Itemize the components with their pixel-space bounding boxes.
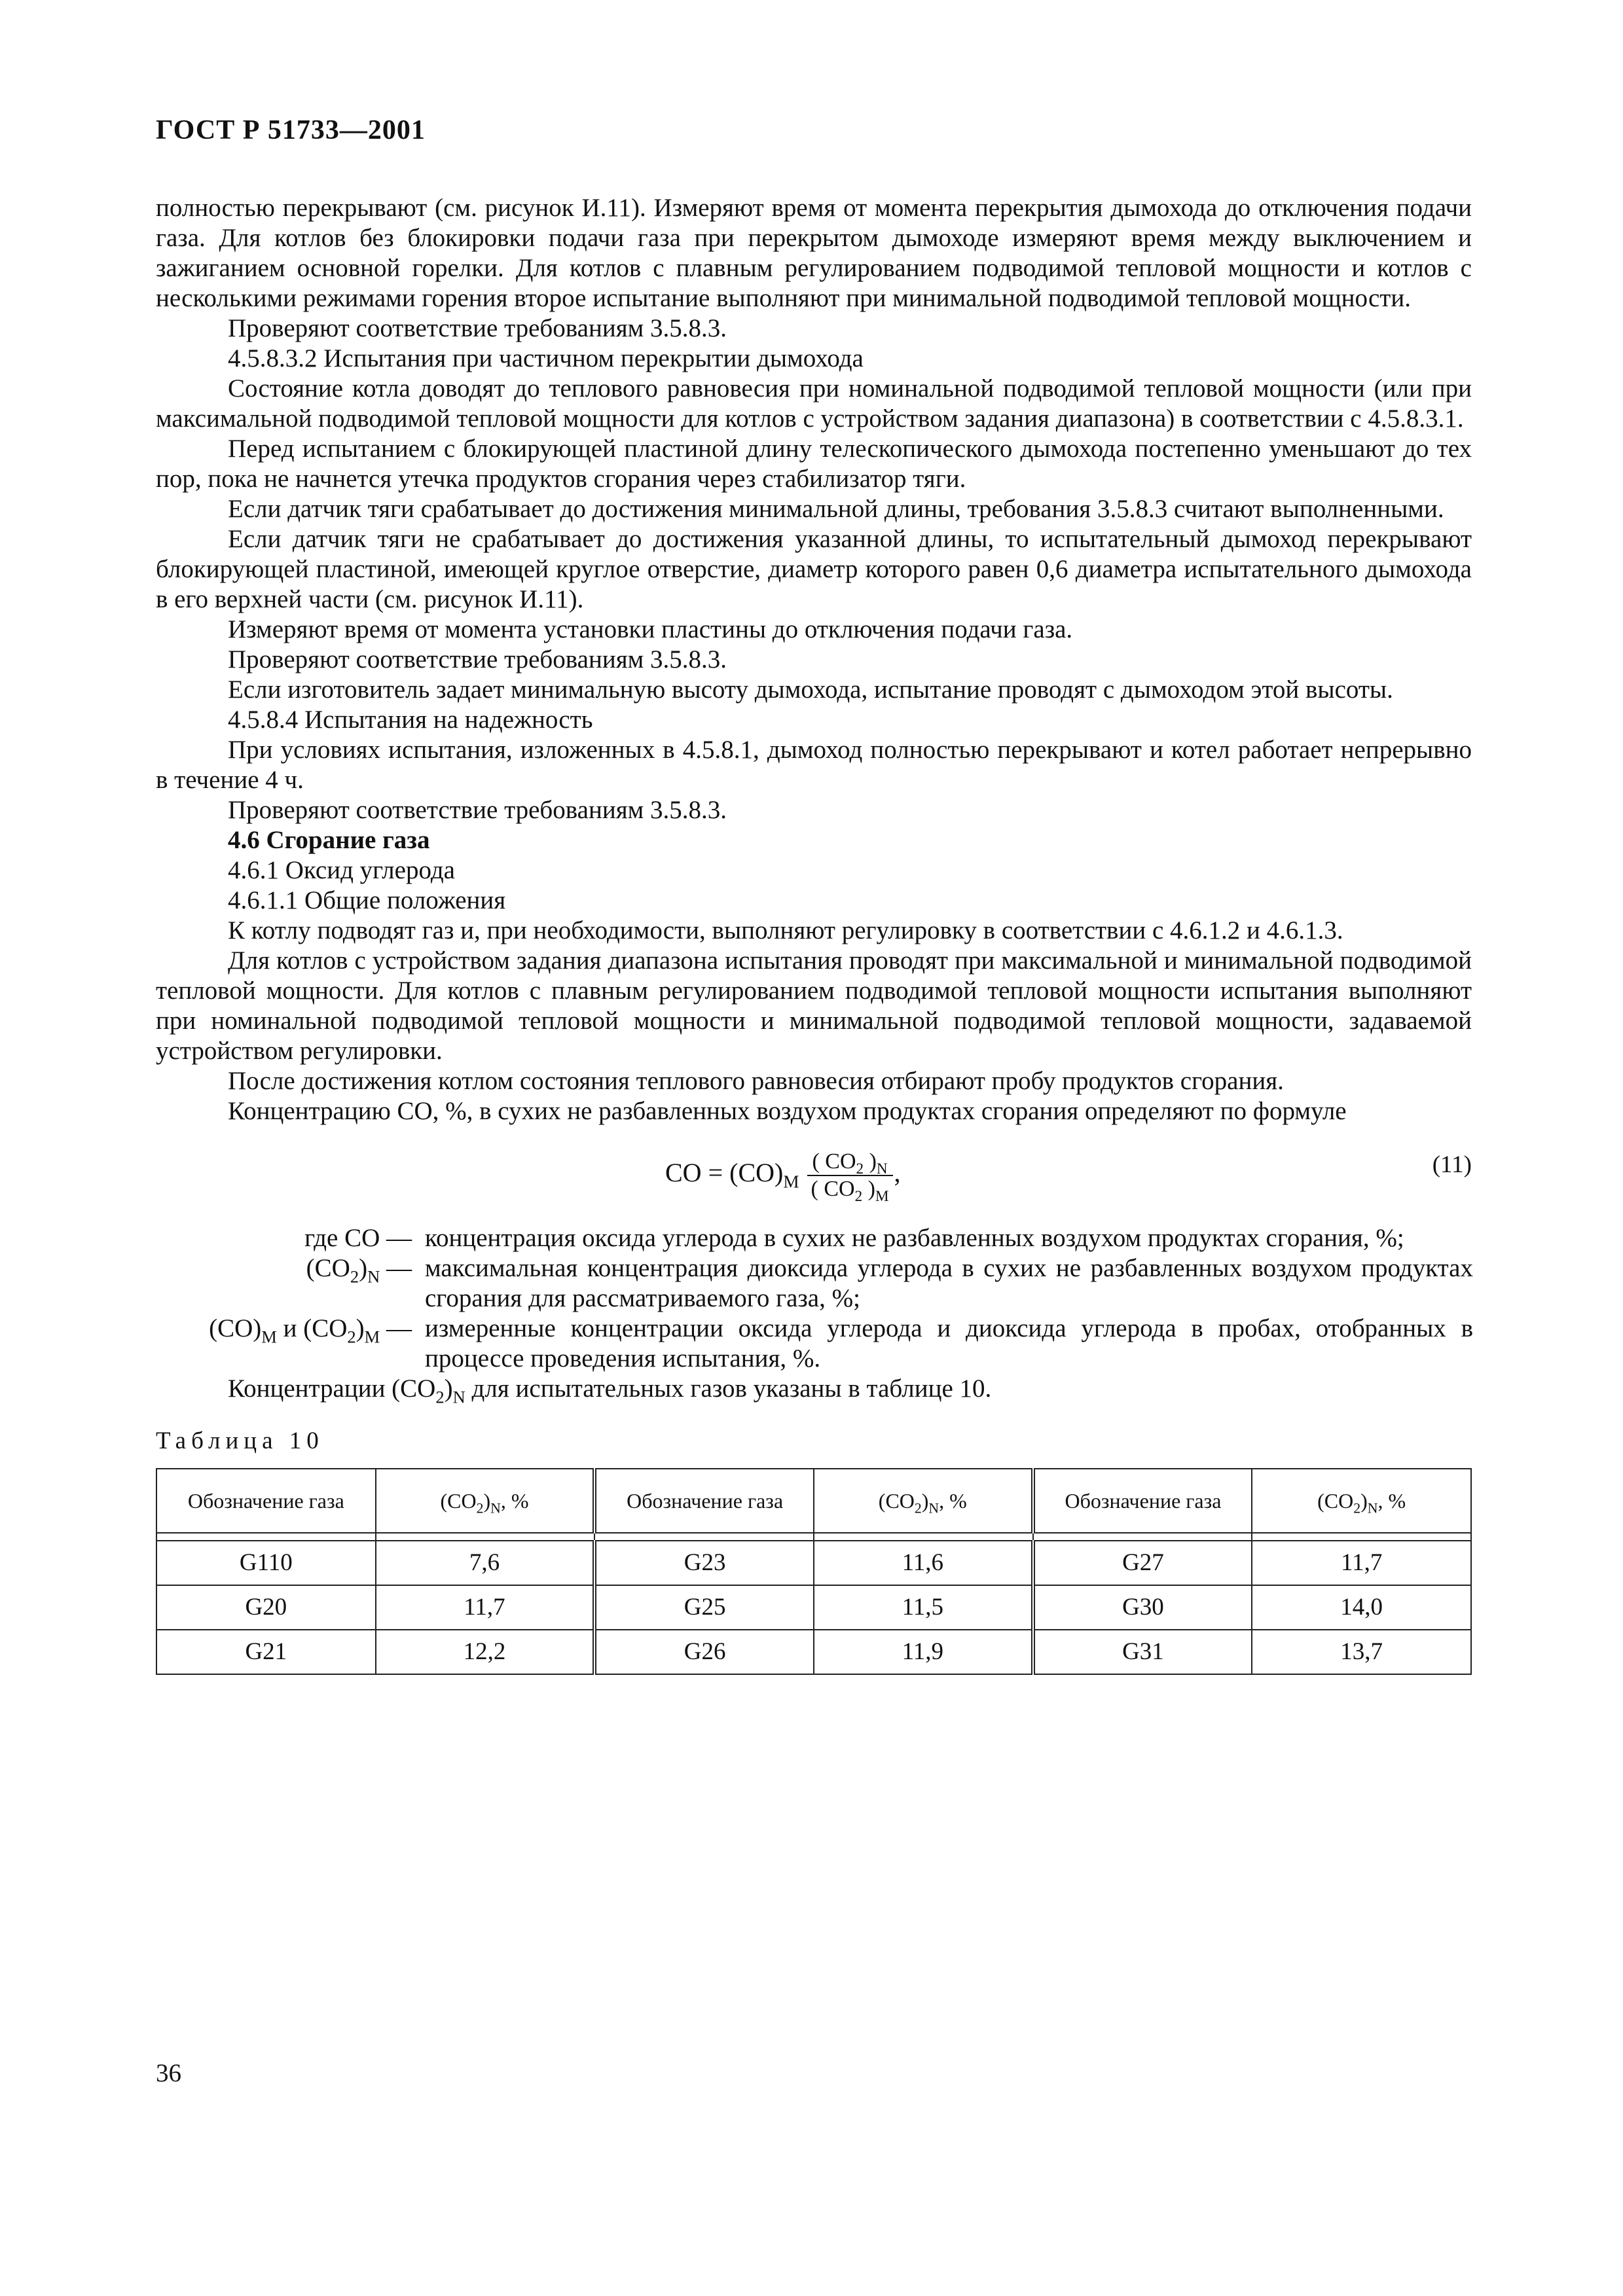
table-header-row xyxy=(156,1469,1471,1533)
table-row xyxy=(156,1541,1471,1585)
definition-term-measured: $(CO)_M$ и $(CO_2)_M$ — xyxy=(209,1314,412,1347)
definition-term-co2n: $(CO_2)_N$ — xyxy=(306,1254,412,1287)
header-gas-2: Обозначение газа xyxy=(594,1469,814,1533)
paragraph: 4.5.8.4 Испытания на надежность xyxy=(228,706,593,734)
paragraph: Проверяют соответствие требованиям 3.5.8.3. xyxy=(228,796,727,824)
paragraph: Перед испытанием с блокирующей пластиной длину телескопического дымохода постепенно уменьшают до тех пор, пока не начнется утечка продуктов сгорания через стабилизатор тяги. xyxy=(156,435,1472,493)
table-cell: G25 xyxy=(594,1585,814,1630)
paragraph: Если датчик тяги срабатывает до достижения минимальной длины, требования 3.5.8.3 считают выполненными. xyxy=(228,495,1444,523)
table-row xyxy=(156,1585,1471,1630)
document-body xyxy=(156,193,1472,1675)
formula-numerator: ( $CO_2$ )$_N$ xyxy=(807,1149,893,1176)
formula-definitions xyxy=(156,1223,1472,1374)
paragraph: Если датчик тяги не срабатывает до достижения указанной длины, то испытательный дымоход перекрывают блокирующей пластиной, имеющей круглое отверстие, диаметр которого равен 0,6 диаметра испытательного дымохода в его верхней части (см. рисунок И.11). xyxy=(156,525,1472,613)
header-co2n-1: $(CO_2)_N$, % xyxy=(376,1469,595,1533)
paragraph: Концентрацию CO, %, в сухих не разбавленных воздухом продуктах сгорания определяют по формуле xyxy=(228,1097,1347,1125)
table-cell: 11,6 xyxy=(814,1541,1033,1585)
header-co2n-3: $(CO_2)_N$, % xyxy=(1252,1469,1471,1533)
paragraph: Для котлов с устройством задания диапазона испытания проводят при максимальной и минимальной подводимой тепловой мощности. Для котлов с плавным регулированием подводимой тепловой мощности испытания выполняют при номинальной подводимой тепловой мощности и минимальной подводимой тепловой мощности, задаваемой устройством регулировки. xyxy=(156,946,1472,1065)
definition-term-co: где CO — xyxy=(304,1224,412,1252)
page-number: 36 xyxy=(156,2059,181,2087)
formula-lhs: CO = (CO) xyxy=(665,1158,784,1188)
formula-denominator: ( $CO_2$ )$_M$ xyxy=(811,1177,889,1206)
table-caption: Таблица 10 xyxy=(156,1427,324,1454)
table-row xyxy=(156,1630,1471,1674)
formula-fraction xyxy=(807,1149,893,1206)
concluding-paragraph: Концентрации $(CO_2)_N$ для испытательных газов указаны в таблице 10. xyxy=(228,1374,992,1407)
table-cell: G26 xyxy=(594,1630,814,1674)
header-co2n-2: $(CO_2)_N$, % xyxy=(814,1469,1033,1533)
table-cell: 11,7 xyxy=(1252,1541,1471,1585)
table-cell: G110 xyxy=(156,1541,376,1585)
header-gas-1: Обозначение газа xyxy=(156,1469,376,1533)
table-cell: G21 xyxy=(156,1630,376,1674)
table-cell: G31 xyxy=(1033,1630,1252,1674)
definition-text-co2n: максимальная концентрация диоксида углерода в сухих не разбавленных воздухом продуктах сгорания для рассматриваемого газа, %; xyxy=(425,1254,1473,1312)
table-cell: G23 xyxy=(594,1541,814,1585)
standard-header: ГОСТ Р 51733—2001 xyxy=(156,115,426,145)
table-cell: 13,7 xyxy=(1252,1630,1471,1674)
table-cell: 11,7 xyxy=(376,1585,595,1630)
gas-concentration-table xyxy=(156,1468,1472,1675)
table-cell: 7,6 xyxy=(376,1541,595,1585)
paragraph: Проверяют соответствие требованиям 3.5.8.3. xyxy=(228,645,727,673)
definition-text-co: концентрация оксида углерода в сухих не разбавленных воздухом продуктах сгорания, %; xyxy=(425,1224,1404,1252)
paragraph: При условиях испытания, изложенных в 4.5.8.1, дымоход полностью перекрывают и котел работает непрерывно в течение 4 ч. xyxy=(156,736,1472,794)
paragraph: 4.5.8.3.2 Испытания при частичном перекрытии дымохода xyxy=(228,344,864,372)
paragraph: Измеряют время от момента установки пластины до отключения подачи газа. xyxy=(228,615,1073,643)
table-cell: G20 xyxy=(156,1585,376,1630)
paragraph: 4.6.1 Оксид углерода xyxy=(228,856,455,884)
table-spacer-row xyxy=(156,1533,1471,1541)
formula-number: (11) xyxy=(1432,1151,1472,1178)
paragraph: Проверяют соответствие требованиям 3.5.8.3. xyxy=(228,314,727,342)
paragraph: Если изготовитель задает минимальную высоту дымохода, испытание проводят с дымоходом этой высоты. xyxy=(228,675,1393,704)
table-cell: 11,9 xyxy=(814,1630,1033,1674)
table-cell: G30 xyxy=(1033,1585,1252,1630)
header-gas-3: Обозначение газа xyxy=(1033,1469,1252,1533)
paragraph: 4.6.1.1 Общие положения xyxy=(228,886,506,914)
table-cell: 12,2 xyxy=(376,1630,595,1674)
formula-expression xyxy=(665,1149,901,1206)
section-heading: 4.6 Сгорание газа xyxy=(228,826,430,854)
body-paragraphs xyxy=(156,193,1472,1126)
table-cell: 11,5 xyxy=(814,1585,1033,1630)
formula-tail: , xyxy=(894,1158,901,1188)
formula-lhs-sub: M xyxy=(783,1172,799,1192)
paragraph: После достижения котлом состояния теплового равновесия отбирают пробу продуктов сгорания. xyxy=(228,1067,1284,1095)
paragraph: полностью перекрывают (см. рисунок И.11). Измеряют время от момента перекрытия дымохода до отключения подачи газа. Для котлов без блокировки подачи газа при перекрытом дымоходе измеряют время между выключением и зажиганием основной горелки. Для котлов с плавным регулированием подводимой тепловой мощности и котлов с несколькими режимами горения второе испытание выполняют при минимальной подводимой тепловой мощности. xyxy=(156,194,1472,312)
paragraph: К котлу подводят газ и, при необходимости, выполняют регулировку в соответствии с 4.6.1.2 и 4.6.1.3. xyxy=(228,916,1343,944)
formula-11 xyxy=(156,1137,1472,1214)
paragraph: Состояние котла доводят до теплового равновесия при номинальной подводимой тепловой мощности (или при максимальной подводимой тепловой мощности для котлов с устройством задания диапазона) в соответствии с 4.5.8.3.1. xyxy=(156,374,1472,433)
table-cell: 14,0 xyxy=(1252,1585,1471,1630)
table-cell: G27 xyxy=(1033,1541,1252,1585)
definition-text-measured: измеренные концентрации оксида углерода и диоксида углерода в пробах, отобранных в процессе проведения испытания, %. xyxy=(425,1314,1473,1372)
